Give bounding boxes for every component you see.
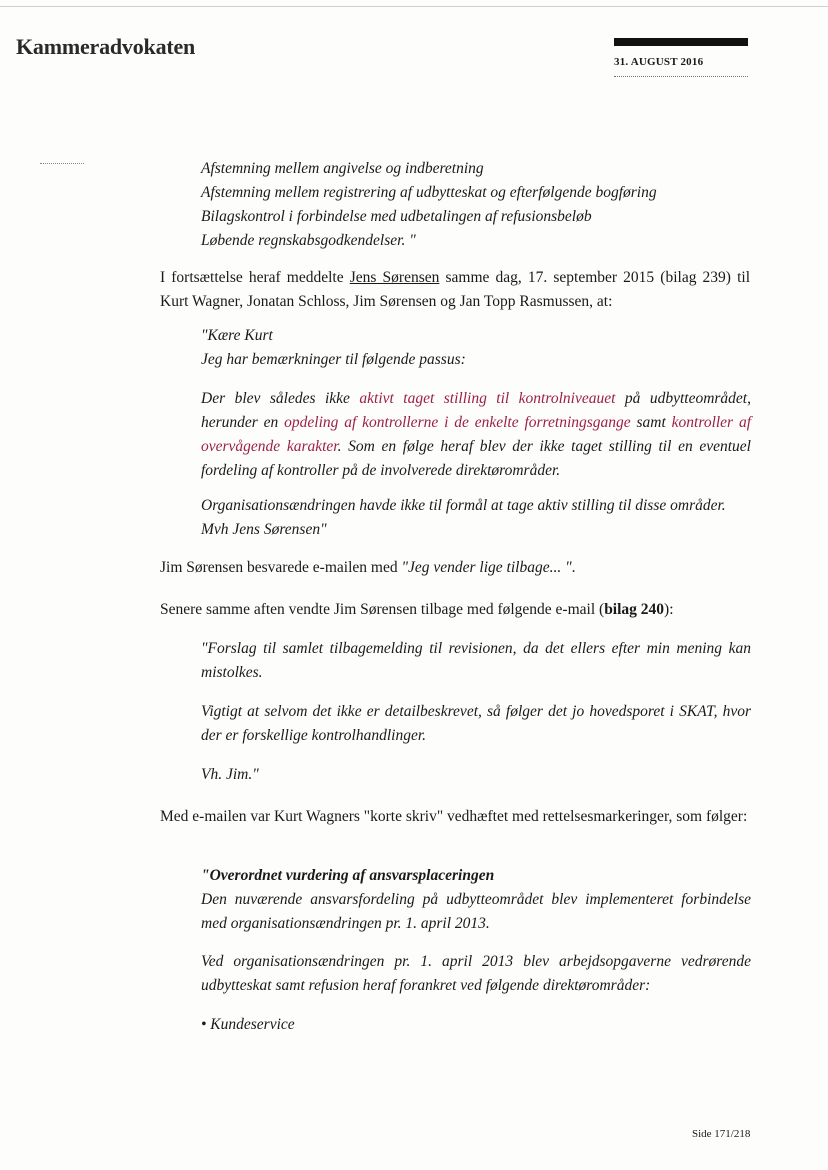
email-greeting: "Kære Kurt Jeg har bemærkninger til følgende passus: [201, 327, 466, 368]
quote-line: Afstemning mellem registrering af udbytteskat og efterfølgende bogføring [201, 184, 657, 201]
quote-list [201, 157, 761, 253]
paragraph-reply: Jim Sørensen besvarede e-mailen med "Jeg vender lige tilbage... ". [160, 559, 576, 576]
quote-line: Afstemning mellem angivelse og indberetning [201, 160, 484, 177]
header-bar [614, 38, 748, 46]
paragraph-followup: Senere samme aften vendte Jim Sørensen tilbage med følgende e-mail (bilag 240): [160, 601, 674, 618]
email-closing: Organisationsændringen havde ikke til formål at tage aktiv stilling til disse områder. Mvh Jens Sørensen" [201, 497, 726, 538]
email2-para2: Vigtigt at selvom det ikke er detailbeskrevet, så følger det jo hovedsporet i SKAT, hvor der er forskellige kontrolhandlinger. [201, 703, 751, 744]
underlined-name: Jens Sørensen [349, 269, 440, 286]
document-date: 31. AUGUST 2016 [614, 56, 704, 68]
email2-para1: "Forslag til samlet tilbagemelding til revisionen, da det ellers efter min mening kan mistolkes. [201, 640, 751, 681]
paragraph-attachment: Med e-mailen var Kurt Wagners "korte skriv" vedhæftet med rettelsesmarkeringer, som følger: [160, 808, 748, 825]
attachment-heading: "Overordnet vurdering af ansvarsplaceringen [201, 867, 495, 884]
attachment-para1: Den nuværende ansvarsfordeling på udbytteområdet blev implementeret forbindelse med organisationsændringen pr. 1. april 2013. [201, 891, 751, 932]
quote-line: Løbende regnskabsgodkendelser. " [201, 232, 416, 249]
bullet-item: • Kundeservice [201, 1016, 295, 1033]
top-divider [0, 6, 828, 7]
margin-mark [40, 163, 84, 164]
attachment-para2: Ved organisationsændringen pr. 1. april 2013 blev arbejdsopgaverne vedrørende udbytteskat samt refusion heraf forankret ved følgende direktørområder: [201, 953, 751, 994]
highlight-text: aktivt taget stilling til kontrolniveauet [359, 390, 616, 407]
quote-line: Bilagskontrol i forbindelse med udbetalingen af refusionsbeløb [201, 208, 592, 225]
email-body: Der blev således ikke aktivt taget stilling til kontrolniveauet på udbytteområdet, herunder en opdeling af kontrollerne i de enkelte forretningsgange samt kontroller af overvågende karakter. Som en følge heraf blev der ikke taget stilling til en eventuel fordeling af kontroller på de involverede direktørområder. [201, 390, 751, 479]
highlight-text: kontroller af overvågende karakter [201, 414, 751, 455]
email2-sign: Vh. Jim." [201, 766, 259, 783]
highlight-text: opdeling af kontrollerne i de enkelte forretningsgange [284, 414, 631, 431]
date-rule [614, 76, 748, 77]
page-number: Side 171/218 [692, 1128, 751, 1140]
paragraph-intro: I fortsættelse heraf meddelte Jens Sørensen samme dag, 17. september 2015 (bilag 239) til Kurt Wagner, Jonatan Schloss, Jim Sørensen og Jan Topp Rasmussen, at: [160, 269, 751, 310]
organization-name: Kammeradvokaten [16, 34, 196, 59]
